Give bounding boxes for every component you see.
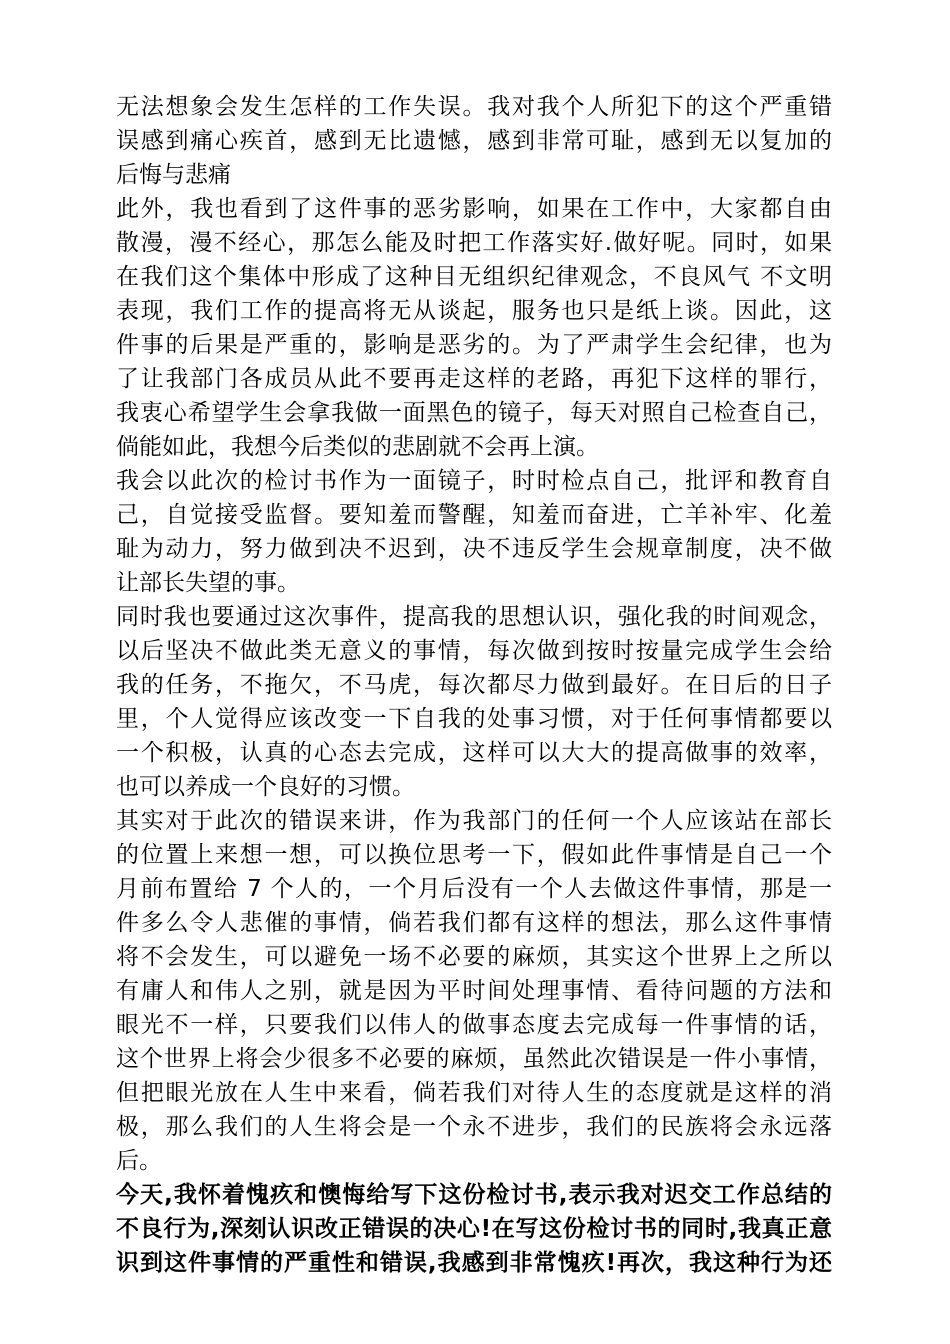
text-line: 同时我也要通过这次事件，提高我的思想认识，强化我的时间观念， xyxy=(116,604,832,630)
text-line: 件事的后果是严重的，影响是恶劣的。为了严肃学生会纪律，也为 xyxy=(116,332,832,358)
text-line: 我衷心希望学生会拿我做一面黑色的镜子，每天对照自己检查自己， xyxy=(116,400,832,426)
text-line: 了让我部门各成员从此不要再走这样的老路，再犯下这样的罪行， xyxy=(116,366,832,392)
text-line: 今天,我怀着愧疚和懊悔给写下这份检讨书,表示我对迟交工作总结的 xyxy=(116,1182,832,1208)
text-line: 将不会发生，可以避免一场不必要的麻烦，其实这个世界上之所以 xyxy=(116,944,832,970)
text-line: 耻为动力，努力做到决不迟到，决不违反学生会规章制度，决不做 xyxy=(116,536,832,562)
text-line: 在我们这个集体中形成了这种目无组织纪律观念，不良风气 不文明 xyxy=(116,264,832,290)
text-line: 散漫，漫不经心，那怎么能及时把工作落实好.做好呢。同时，如果 xyxy=(116,230,832,256)
text-line: 月前布置给 7 个人的，一个月后没有一个人去做这件事情，那是一 xyxy=(116,876,832,902)
text-line: 眼光不一样，只要我们以伟人的做事态度去完成每一件事情的话， xyxy=(116,1012,832,1038)
text-line: 己，自觉接受监督。要知羞而警醒，知羞而奋进，亡羊补牢、化羞 xyxy=(116,502,832,528)
text-line: 不良行为,深刻认识改正错误的决心!在写这份检讨书的同时,我真正意 xyxy=(116,1216,832,1242)
text-line: 的位置上来想一想，可以换位思考一下，假如此件事情是自己一个 xyxy=(116,842,832,868)
text-line: 误感到痛心疾首，感到无比遗憾，感到非常可耻，感到无以复加的 xyxy=(116,128,832,154)
text-line: 无法想象会发生怎样的工作失误。我对我个人所犯下的这个严重错 xyxy=(116,94,832,120)
text-line: 极，那么我们的人生将会是一个永不进步，我们的民族将会永远落 xyxy=(116,1114,832,1140)
text-line: 识到这件事情的严重性和错误,我感到非常愧疚!再次，我这种行为还 xyxy=(116,1250,832,1276)
text-line: 我会以此次的检讨书作为一面镜子，时时检点自己，批评和教育自 xyxy=(116,468,832,494)
text-line: 件多么令人悲催的事情，倘若我们都有这样的想法，那么这件事情 xyxy=(116,910,832,936)
text-line: 但把眼光放在人生中来看，倘若我们对待人生的态度就是这样的消 xyxy=(116,1080,832,1106)
text-line: 我的任务，不拖欠，不马虎，每次都尽力做到最好。在日后的日子 xyxy=(116,672,832,698)
document-body xyxy=(116,90,832,1280)
text-line: 也可以养成一个良好的习惯。 xyxy=(116,774,415,800)
text-line: 里，个人觉得应该改变一下自我的处事习惯，对于任何事情都要以 xyxy=(116,706,832,732)
text-line: 让部长失望的事。 xyxy=(116,570,300,596)
text-line: 后悔与悲痛 xyxy=(116,162,231,188)
text-line: 这个世界上将会少很多不必要的麻烦，虽然此次错误是一件小事情， xyxy=(116,1046,832,1072)
text-line: 后。 xyxy=(116,1148,162,1174)
text-line: 一个积极，认真的心态去完成，这样可以大大的提高做事的效率， xyxy=(116,740,832,766)
text-line: 以后坚决不做此类无意义的事情，每次做到按时按量完成学生会给 xyxy=(116,638,832,664)
text-line: 倘能如此，我想今后类似的悲剧就不会再上演。 xyxy=(116,434,599,460)
text-line: 表现，我们工作的提高将无从谈起，服务也只是纸上谈。因此，这 xyxy=(116,298,832,324)
text-line: 有庸人和伟人之别，就是因为平时间处理事情、看待问题的方法和 xyxy=(116,978,832,1004)
text-line: 此外，我也看到了这件事的恶劣影响，如果在工作中，大家都自由 xyxy=(116,196,832,222)
text-line: 其实对于此次的错误来讲，作为我部门的任何一个人应该站在部长 xyxy=(116,808,832,834)
